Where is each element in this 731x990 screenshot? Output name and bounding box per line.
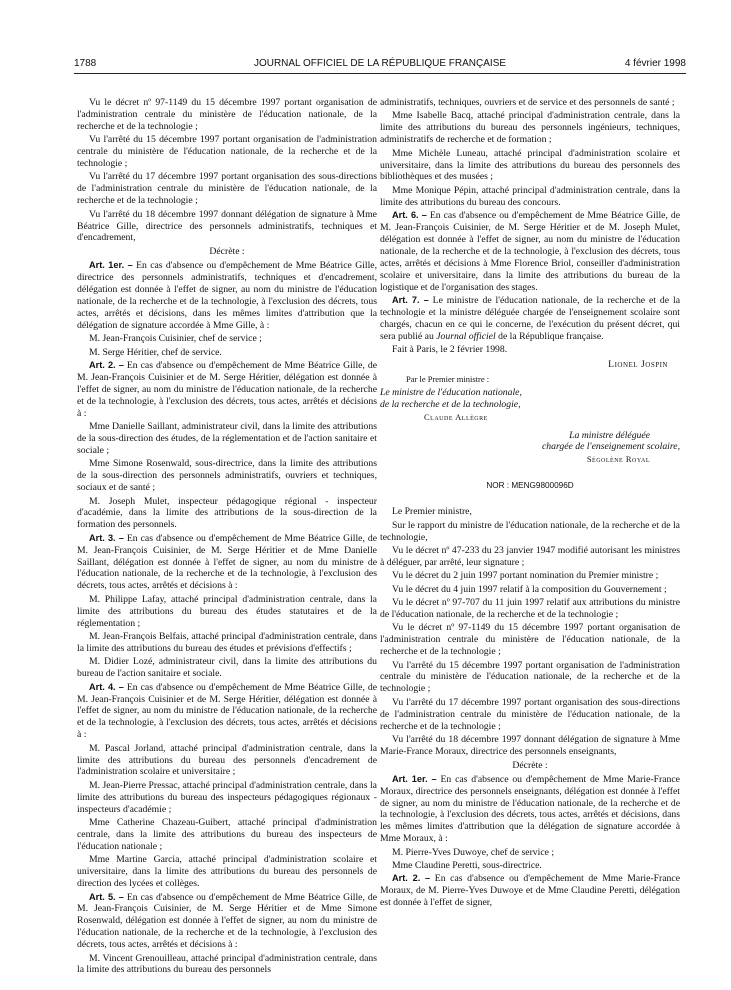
decrete-heading: Décrète : [209, 246, 245, 258]
article [77, 682, 377, 742]
paragraph: Vu le décret du 2 juin 1997 portant nomination du Premier ministre ; [392, 570, 659, 582]
paragraph: M. Joseph Mulet, inspecteur pédagogique régional - inspecteur d'académie, dans la limite des attributions de la sous-direction de la formation des personnels. [77, 495, 377, 531]
article-text: En cas d'absence ou d'empêchement de Mme Béatrice Gille, de M. Jean-François Cuisinier, de M. Serge Héritier et de Mme Simone Rosenwald, délégation est donnée à l'effet de signer, au nom du ministre de l'éducation nationale, de la recherche et de la technologie, à l'exclusion des décrets, tous actes, arrêtés et décisions à : [77, 891, 378, 951]
paragraph: M. Jean-François Belfais, attaché principal d'administration centrale, dans la limite des attributions du bureau des études et prévisions d'effectifs ; [77, 630, 377, 654]
article-text: En cas d'absence ou d'empêchement de Mme Béatrice Gille, de M. Jean-François Cuisinier et de M. Serge Héritier, délégation est donnée à l'effet de signer, au nom du ministre de l'éducation nationale, de la recherche et de la technologie, à l'exclusion des décrets, tous actes, arrêtés et décisions à : [77, 360, 378, 419]
paragraph: Vu l'arrêté du 15 décembre 1997 portant organisation de l'administration centrale du ministère de l'éducation nationale, de la recherche et de la technologie ; [77, 134, 377, 170]
paragraph: Sur le rapport du ministre de l'éducation nationale, de la recherche et de la technologie, [380, 519, 680, 543]
journal-title: JOURNAL OFFICIEL DE LA RÉPUBLIQUE FRANÇAISE [253, 58, 507, 69]
article [77, 892, 377, 952]
article [380, 295, 680, 343]
paragraph: Mme Catherine Chazeau-Guibert, attaché principal d'administration centrale, dans la limite des attributions du bureau des inspecteurs de l'éducation nationale ; [77, 817, 377, 852]
minister-delegate-title: La ministre déléguée [569, 429, 650, 441]
paragraph: M. Philippe Lafay, attaché principal d'administration centrale, dans la limite des attributions du bureau des études statutaires et de la réglementation ; [77, 593, 377, 629]
article-label: Art. 3. – [89, 532, 124, 543]
page-number: 1788 [74, 58, 97, 69]
paragraph: administratifs, techniques, ouvriers et de service et des personnels de santé ; [380, 97, 675, 108]
minister-title: Le ministre de l'éducation nationale, [380, 386, 522, 398]
signature-jospin: Lionel Jospin [608, 359, 668, 371]
signing-place-date: Fait à Paris, le 2 février 1998. [392, 344, 508, 356]
article-label: Art. 2. – [89, 360, 124, 371]
issue-date: 4 février 1998 [624, 58, 686, 69]
article [380, 210, 680, 293]
paragraph: Vu l'arrêté du 17 décembre 1997 portant organisation des sous-directions de l'administration centrale du ministère de l'éducation nationale, de la recherche et de la technologie ; [77, 171, 377, 207]
paragraph: Vu le décret nº 97-1149 du 15 décembre 1997 portant organisation de l'administration centrale du ministère de l'éducation nationale, de la recherche et de la technologie ; [77, 97, 377, 132]
paragraph: Vu l'arrêté du 18 décembre 1997 donnant délégation de signature à Mme Marie-France Moraux, directrice des personnels enseignants, [380, 734, 680, 757]
paragraph: Mme Danielle Saillant, administrateur civil, dans la limite des attributions de la sous-direction des études, de la réglementation et de l'action sanitaire et sociale ; [77, 421, 377, 456]
nor-reference: NOR : MENG9800096D [486, 481, 574, 491]
paragraph: Vu le décret du 4 juin 1997 relatif à la composition du Gouvernement ; [392, 583, 667, 595]
header-rule [74, 73, 686, 74]
signature-royal: Ségolène Royal [586, 454, 650, 465]
paragraph: M. Didier Lozé, administrateur civil, dans la limite des attributions du bureau de l'action sanitaire et sociale. [77, 656, 377, 680]
article-text: de la République française. [495, 330, 604, 342]
article-label: Art. 1er. – [392, 773, 437, 784]
paragraph: M. Pascal Jorland, attaché principal d'administration centrale, dans la limite des attributions du bureau des personnels d'encadrement de l'administration scolaire et universitaire ; [77, 742, 377, 778]
article-text: En cas d'absence ou d'empêchement de Mme Marie-France Moraux, de M. Pierre-Yves Duwoye et de Mme Claudine Peretti, délégation est donnée à l'effet de signer, [380, 873, 680, 909]
paragraph: Mme Michèle Luneau, attaché principal d'administration scolaire et universitaire, dans la limite des attributions du bureau des personnels des bibliothèques et des musées ; [380, 147, 680, 183]
paragraph: Vu l'arrêté du 17 décembre 1997 portant organisation des sous-directions de l'administration centrale du ministère de l'éducation nationale, de la recherche et de la technologie ; [380, 696, 680, 732]
article-text: Le ministre de l'éducation nationale, de la recherche et de la technologie et la ministre déléguée chargée de l'enseignement scolaire sont chargés, chacun en ce qui le concerne, de l'exécution du présent décret, qui sera publié au [380, 295, 681, 342]
page-header [74, 58, 686, 72]
decrete-heading: Décrète : [512, 759, 548, 771]
article-text: En cas d'absence ou d'empêchement de Mme Béatrice Gille, de M. Jean-François Cuisinier et de M. Serge Héritier, délégation est donnée à l'effet de signer, au nom du ministre de l'éducation nationale, de la recherche et de la technologie, à l'exclusion des décrets, tous actes, arrêtés et décisions à : [77, 681, 378, 741]
article [77, 533, 377, 593]
paragraph: Vu le décret nº 47-233 du 23 janvier 1947 modifié autorisant les ministres à déléguer, par arrêté, leur signature ; [380, 544, 680, 568]
minister-delegate-title: chargée de l'enseignement scolaire, [541, 441, 680, 453]
article-label: Art. 2. – [392, 873, 431, 884]
paragraph: M. Jean-François Cuisinier, chef de service ; [89, 333, 262, 345]
article [380, 873, 680, 909]
right-column [380, 97, 680, 911]
paragraph: Le Premier ministre, [392, 506, 472, 518]
article-label: Art. 1er. – [89, 260, 133, 271]
article-label: Art. 4. – [89, 681, 124, 692]
article-text: En cas d'absence ou d'empêchement de Mme Béatrice Gille, directrice des personnels administratifs, techniques et d'encadrement, délégation est donnée à l'effet de signer, au nom du ministre de l'éducation nationale, de la recherche et de la technologie, à l'exclusion des décrets, tous actes, arrêtés et décisions, dans les mêmes limites d'attribution que la délégation de signature accordée à Mme Gille, à : [77, 260, 377, 331]
paragraph: Mme Monique Pépin, attaché principal d'administration centrale, dans la limite des attributions du bureau des concours. [380, 184, 680, 208]
signature-allegre: Claude Allègre [424, 411, 488, 422]
article [77, 360, 377, 420]
left-column [77, 97, 377, 978]
paragraph: Mme Simone Rosenwald, sous-directrice, dans la limite des attributions de la sous-direction des personnels administratifs, ouvriers et techniques, sociaux et de santé ; [77, 458, 377, 494]
minister-title: de la recherche et de la technologie, [380, 398, 521, 410]
article-text: En cas d'absence ou d'empêchement de Mme Béatrice Gille, de M. Jean-François Cuisinier, de M. Serge Héritier et de Mme Danielle Saillant, délégation est donnée à l'effet de signer, au nom du ministre de l'éducation nationale, de la recherche et de la technologie, à l'exclusion des décrets, tous actes, arrêtés et décisions à : [77, 532, 378, 592]
paragraph: Vu le décret nº 97-707 du 11 juin 1997 relatif aux attributions du ministre de l'éducation nationale, de la recherche et de la technologie ; [380, 597, 680, 620]
journal-name: Journal officiel [436, 330, 496, 342]
article-label: Art. 6. – [392, 210, 427, 221]
article-label: Art. 5. – [89, 891, 124, 902]
paragraph: Mme Isabelle Bacq, attaché principal d'administration centrale, dans la limite des attributions du bureau des personnels ingénieurs, techniques, administratifs de recherche et de formation ; [380, 110, 680, 146]
paragraph: Mme Martine Garcia, attaché principal d'administration scolaire et universitaire, dans la limite des attributions du bureau des personnels de direction des lycées et collèges. [77, 854, 377, 890]
paragraph: Mme Claudine Peretti, sous-directrice. [392, 860, 542, 872]
paragraph: Vu le décret nº 97-1149 du 15 décembre 1997 portant organisation de l'administration centrale du ministère de l'éducation nationale, de la recherche et de la technologie ; [380, 622, 680, 658]
article-text: En cas d'absence ou d'empêchement de Mme Béatrice Gille, de M. Jean-François Cuisinier, de M. Serge Héritier et de M. Joseph Mulet, délégation est donnée à l'effet de signer, au nom du ministre de l'éducation nationale, de la recherche et de la technologie, à l'exclusion des décrets, tous actes, arrêtés et décisions à Mme Florence Briol, conseiller d'administration scolaire et universitaire, dans la limite des attributions du bureau de la logistique et de l'organisation des stages. [380, 210, 681, 293]
paragraph: M. Vincent Grenouilleau, attaché principal d'administration centrale, dans la limite des attributions du bureau des personnels [77, 952, 377, 976]
article [380, 774, 680, 845]
paragraph: M. Serge Héritier, chef de service. [89, 346, 222, 358]
article [77, 260, 377, 331]
paragraph: Vu l'arrêté du 15 décembre 1997 portant organisation de l'administration centrale du ministère de l'éducation nationale, de la recherche et de la technologie ; [380, 659, 680, 695]
paragraph: Vu l'arrêté du 18 décembre 1997 donnant délégation de signature à Mme Béatrice Gille, directrice des personnels administratifs, techniques et d'encadrement, [77, 208, 377, 244]
par-le-premier-ministre: Par le Premier ministre : [406, 373, 490, 384]
article-label: Art. 7. – [392, 295, 429, 305]
paragraph: M. Pierre-Yves Duwoye, chef de service ; [392, 846, 555, 858]
paragraph: M. Jean-Pierre Pressac, attaché principal d'administration centrale, dans la limite des attributions du bureau des inspecteurs pédagogiques régionaux - inspecteurs d'académie ; [77, 779, 377, 815]
article-text: En cas d'absence ou d'empêchement de Mme Marie-France Moraux, directrice des personnels enseignants, délégation est donnée à l'effet de signer, au nom du ministre de l'éducation nationale, de la recherche et de la technologie, à l'exclusion des décrets, tous actes, arrêtés et décisions, dans les mêmes limites d'attribution que la délégation de signature accordée à Mme Moraux, à : [380, 773, 680, 845]
